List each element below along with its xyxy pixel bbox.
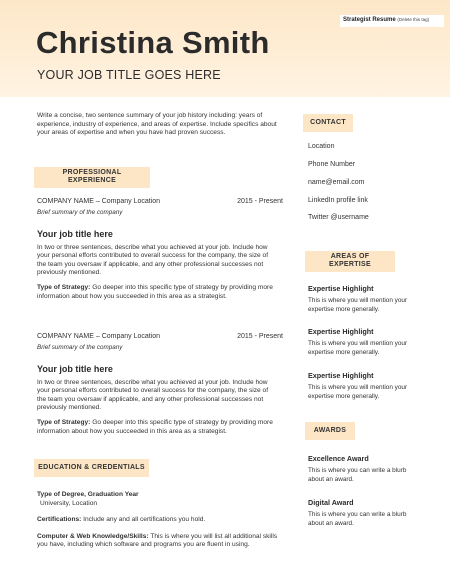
strategy-label: Type of Strategy:	[37, 283, 91, 291]
award-text: This is where you can write a blurb about an award.	[308, 511, 407, 527]
expertise-item	[308, 284, 432, 314]
award-text: This is where you can write a blurb about an award.	[308, 467, 407, 483]
job-entry-1	[37, 198, 283, 301]
job-dates: 2015 - Present	[237, 198, 283, 205]
summary-text: Write a concise, two sentence summary of your job history including: years of experience, industry of experience, and areas of expertise. Include specifics about your areas of expertise and when you have had proven success.	[37, 112, 277, 137]
job-brief: Brief summary of the company	[37, 344, 123, 351]
contact-phone: Phone Number	[308, 161, 356, 168]
experience-heading	[34, 167, 150, 188]
skills-text: This is where you will list all additional skills you have, including which software and programs you are fluent in using.	[37, 532, 278, 549]
expertise-text: This is where you will mention your expertise more generally.	[308, 297, 408, 313]
job-brief: Brief summary of the company	[37, 209, 123, 216]
tag-label: Strategist Resume	[343, 17, 396, 23]
cert-label: Certifications:	[37, 516, 82, 524]
education-certifications	[37, 516, 283, 525]
awards-heading: AWARDS	[305, 422, 355, 440]
expertise-item	[308, 327, 432, 357]
expertise-text: This is where you will mention your expertise more generally.	[308, 340, 408, 356]
education-section	[37, 491, 283, 550]
strategy-text: Go deeper into this specific type of strategy by providing more information about how you succeeded in this area as a strategist.	[37, 418, 273, 435]
experience-heading-line1: PROFESSIONAL	[62, 169, 122, 176]
strategy-label: Type of Strategy:	[37, 418, 91, 426]
job-title: YOUR JOB TITLE GOES HERE	[37, 68, 221, 82]
expertise-text: This is where you will mention your expertise more generally.	[308, 384, 408, 400]
contact-location: Location	[308, 143, 335, 150]
contact-twitter[interactable]: Twitter @username	[308, 214, 369, 221]
award-item	[308, 454, 418, 484]
tag-note: (Delete this tag)	[397, 17, 430, 22]
job-entry-2	[37, 333, 283, 436]
strategy-text: Go deeper into this specific type of strategy by providing more information about how you succeeded in this area as a strategist.	[37, 283, 273, 300]
expertise-title: Expertise Highlight	[308, 284, 374, 293]
education-skills	[37, 533, 283, 550]
expertise-heading	[305, 251, 395, 272]
expertise-heading-line1: AREAS OF	[330, 253, 370, 260]
expertise-title: Expertise Highlight	[308, 371, 374, 380]
award-title: Digital Award	[308, 498, 354, 507]
cert-text: Include any and all certifications you hold.	[81, 516, 206, 524]
job-description: In two or three sentences, describe what you achieved at your job. Include how your personal efforts contributed to overall success for the company, the size of the team you oversaw if applicable, and any other professional successes not previously mentioned.	[37, 243, 269, 277]
skills-label: Computer & Web Knowledge/Skills:	[37, 532, 149, 540]
job-company: COMPANY NAME – Company Location	[37, 198, 161, 205]
contact-email[interactable]: name@email.com	[308, 179, 365, 186]
experience-heading-line2: EXPERIENCE	[67, 177, 117, 184]
award-item	[308, 498, 418, 528]
job-strategy	[37, 284, 277, 301]
expertise-item	[308, 371, 432, 401]
education-degree: Type of Degree, Graduation Year	[37, 491, 139, 498]
candidate-name: Christina Smith	[36, 25, 270, 60]
education-university: University, Location	[40, 499, 98, 507]
job-title-heading: Your job title here	[37, 363, 113, 374]
education-heading: EDUCATION & CREDENTIALS	[34, 459, 149, 477]
job-description: In two or three sentences, describe what you achieved at your job. Include how your personal efforts contributed to overall success for the company, the size of the team you oversaw if applicable, and any other professional successes not previously mentioned.	[37, 378, 269, 412]
contact-linkedin[interactable]: LinkedIn profile link	[308, 197, 368, 204]
job-company: COMPANY NAME – Company Location	[37, 333, 161, 340]
award-title: Excellence Award	[308, 454, 369, 463]
job-strategy	[37, 419, 277, 436]
job-title-heading: Your job title here	[37, 228, 113, 239]
expertise-title: Expertise Highlight	[308, 327, 374, 336]
contact-heading: CONTACT	[303, 114, 353, 132]
job-dates: 2015 - Present	[237, 333, 283, 340]
template-tag	[340, 15, 444, 27]
expertise-heading-line2: EXPERTISE	[329, 261, 371, 268]
